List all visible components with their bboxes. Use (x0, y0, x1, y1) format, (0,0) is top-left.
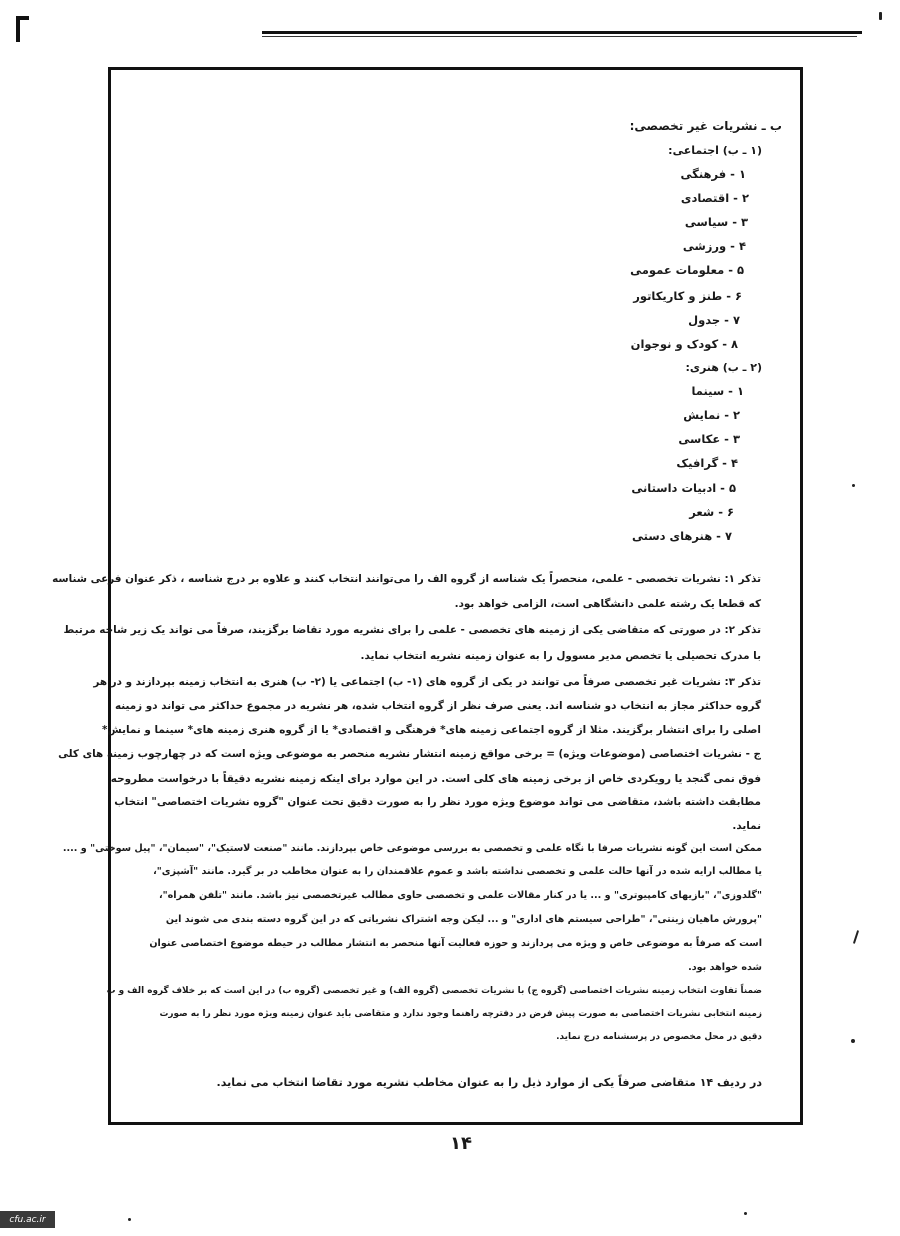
scan-speck (744, 1212, 747, 1215)
explain-line: است که صرفاً به موضوعی خاص و ویژه می پردازند و حوزه فعالیت آنها منحصر به انتشار مطالب در حیطه موضوع اختصاصی عنوان (149, 938, 762, 949)
art-item: ۶ - شعر (689, 505, 734, 519)
note-1-line: که قطعا یک رشته علمی دانشگاهی است، الزامی خواهد بود. (454, 598, 761, 610)
explain-line: ممکن است این گونه نشریات صرفا با نگاه علمی و تخصصی به بررسی موضوعی خاص بپردازند. مانند "صنعت لاستیک"، "سیمان"، "پیل سوختی" و .... (62, 843, 762, 854)
note-2-line: تذکر ۲: در صورتی که متقاضی یکی از زمینه های تخصصی - علمی را برای نشریه مورد تقاضا برگزیند، صرفاً می تواند یک زیر شاخه مرتبط (63, 624, 761, 636)
social-item: ۵ - معلومات عمومی (630, 263, 744, 277)
explain-line: "پرورش ماهیان زینتی"، "طراحی سیستم های اداری" و ... لیکن وجه اشتراک نشریاتی که در این گروه دسته بندی می شوند این (165, 914, 762, 925)
social-item: ۴ - ورزشی (682, 239, 746, 253)
social-item: ۱ - فرهنگی (680, 167, 746, 181)
scan-speck (853, 930, 859, 944)
scan-speck (851, 1039, 855, 1043)
note-1-line: تذکر ۱: نشریات تخصصی - علمی، منحصراً یک شناسه از گروه الف را می‌توانند انتخاب کنند و علاوه بر درج شناسه ، ذکر عنوان فرعی شناسه (52, 573, 761, 585)
art-item: ۲ - نمایش (683, 408, 740, 422)
group-c-line: نماید. (732, 820, 761, 832)
scan-speck (879, 12, 882, 20)
note-3-line: تذکر ۳: نشریات غیر تخصصی صرفاً می توانند در یکی از گروه های (۱- ب) اجتماعی یا (۲- ب) هنری به انتخاب زمینه بپردازند و در هر (93, 676, 761, 688)
corner-mark (16, 16, 29, 42)
group-c-line: ج - نشریات اختصاصی (موضوعات ویژه) = برخی مواقع زمینه انتشار نشریه منحصر به موضوعی ویژه است که در چهارچوب زمینه های کلی (58, 748, 761, 760)
art-group-label: (۲ ـ ب) هنری: (685, 361, 762, 374)
scan-speck (852, 484, 855, 487)
explain-line: یا مطالب ارایه شده در آنها حالت علمی و تخصصی نداشته باشد و عموم علاقمندان را به عنوان مخاطب در بر گیرد. مانند "آشپزی"، (153, 866, 762, 877)
social-item: ۶ - طنز و کاریکاتور (633, 289, 742, 303)
explain-line: دقیق در محل مخصوص در پرسشنامه درج نماید. (556, 1032, 762, 1042)
social-item: ۸ - کودک و نوجوان (630, 337, 738, 351)
top-rule (262, 31, 862, 34)
art-item: ۵ - ادبیات داستانی (631, 481, 736, 495)
page-number: ۱۴ (450, 1133, 472, 1154)
note-3-line: اصلی را برای انتشار برگزیند. مثلا از گروه اجتماعی زمینه های* فرهنگی و اقتصادی* یا از گروه هنری زمینه های* سینما و نمایش* (101, 724, 761, 736)
social-item: ۳ - سیاسی (684, 215, 748, 229)
art-item: ۴ - گرافیک (676, 456, 738, 470)
group-c-line: فوق نمی گنجد یا رویکردی خاص از برخی زمینه های کلی است. در این موارد برای اینکه زمینه نشریه دقیقاً با درخواست مطروحه (110, 773, 761, 785)
social-item: ۷ - جدول (688, 313, 740, 327)
art-item: ۳ - عکاسی (678, 432, 740, 446)
explain-line: زمینه انتخابی نشریات اختصاصی به صورت پیش فرض در دفترچه راهنما وجود ندارد و متقاضی باید عنوان زمینه ویژه مورد نظر را به صورت (159, 1009, 762, 1019)
art-item: ۱ - سینما (691, 384, 744, 398)
top-rule-thin (262, 36, 857, 37)
site-logo: cfu.ac.ir (0, 1211, 55, 1228)
note-3-line: گروه حداکثر مجاز به انتخاب دو شناسه اند. یعنی صرف نظر از گروه انتخاب شده، هر نشریه در مجموع حداکثر می تواند دو زمینه (114, 700, 761, 712)
social-group-label: (۱ ـ ب) اجتماعی: (668, 144, 762, 157)
final-instruction: در ردیف ۱۴ متقاضی صرفاً یکی از موارد ذیل را به عنوان مخاطب نشریه مورد تقاضا انتخاب می نماید. (216, 1076, 762, 1089)
explain-line: ضمناً تفاوت انتخاب زمینه نشریات اختصاصی (گروه ج) با نشریات تخصصی (گروه الف) و غیر تخصصی (گروه ب) در این است که بر خلاف گروه الف و ب (106, 986, 762, 996)
scan-speck (128, 1218, 131, 1221)
social-item: ۲ - اقتصادی (680, 191, 749, 205)
art-item: ۷ - هنرهای دستی (631, 529, 732, 543)
explain-line: "گلدوزی"، "بازیهای کامپیوتری" و ... یا در کنار مقالات علمی و تخصصی حاوی مطالب غیرتخصصی نیز باشد. مانند "تلفن همراه"، (158, 890, 762, 901)
explain-line: شده خواهد بود. (688, 962, 762, 973)
section-heading: ب ـ نشریات غیر تخصصی: (629, 119, 782, 133)
note-2-line: با مدرک تحصیلی یا تخصص مدیر مسوول را به عنوان زمینه نشریه انتخاب نماید. (360, 650, 761, 662)
group-c-line: مطابقت داشته باشد، متقاضی می تواند موضوع ویژه مورد نظر را به صورت دقیق تحت عنوان "گروه نشریات اختصاصی" انتخاب (114, 796, 761, 808)
